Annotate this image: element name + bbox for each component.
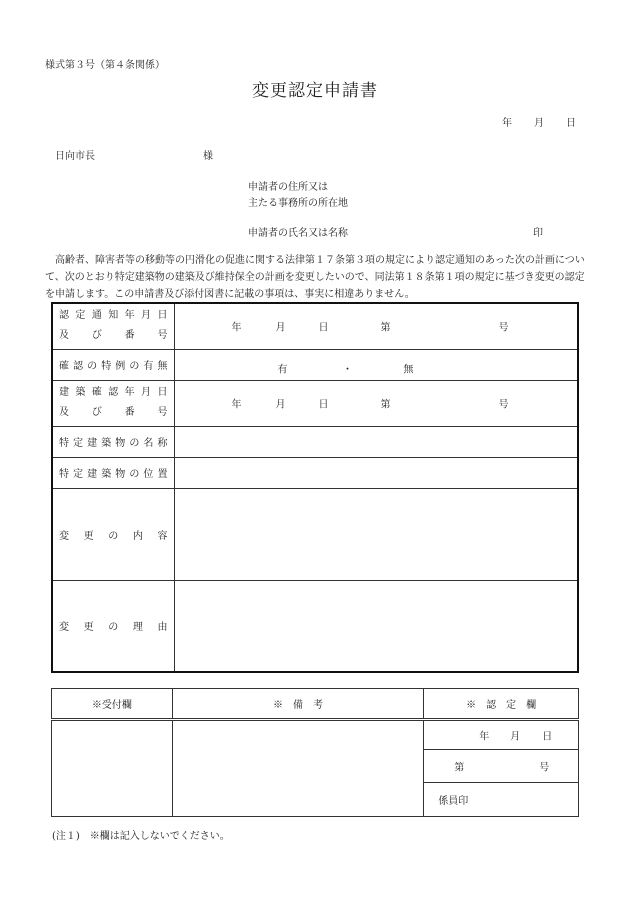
approval-dai-label: 第: [454, 762, 465, 774]
approval-year-label: 年: [479, 731, 490, 743]
char: 定: [73, 469, 84, 480]
char: 建: [87, 469, 98, 480]
approval-number-cell: [424, 750, 579, 783]
applicant-name-label: 申請者の氏名又は名称: [248, 228, 348, 239]
application-table: [51, 302, 579, 673]
option-separator: ・: [342, 364, 353, 376]
option-yes[interactable]: 有: [277, 364, 288, 376]
char: 称: [157, 438, 168, 449]
char: 定: [73, 438, 84, 449]
char: 認: [59, 310, 69, 322]
char: 日: [157, 387, 168, 398]
char: 無: [157, 361, 168, 372]
char: 及: [59, 330, 69, 342]
char: 物: [115, 438, 126, 449]
date-day-label: 日: [566, 118, 576, 129]
char: 理: [132, 622, 143, 634]
table-row-change-reason: [52, 580, 578, 672]
char: 有: [143, 361, 154, 372]
char: 認: [108, 387, 119, 398]
char: の: [129, 469, 140, 480]
approval-date-cell: [424, 720, 579, 750]
char: 建: [87, 438, 98, 449]
form-number: 様式第３号（第４条関係）: [45, 60, 165, 71]
reception-header: ※受付欄: [52, 689, 173, 720]
label-approval-notice-date-number: [52, 303, 174, 349]
char: の: [87, 361, 98, 372]
applicant-address-label-2: 主たる事務所の所在地: [248, 198, 348, 209]
label-special-exception: [52, 349, 174, 380]
char: 建: [59, 387, 69, 398]
char: 特: [59, 438, 69, 449]
char: 番: [124, 330, 135, 342]
office-body-row: [52, 720, 579, 750]
char: 築: [75, 387, 86, 398]
char: の: [129, 438, 140, 449]
date-month-label: 月: [534, 118, 544, 129]
char: 及: [59, 407, 69, 418]
label-change-reason: [52, 580, 174, 672]
approval-day-label: 日: [542, 731, 553, 743]
applicant-address-label-1: 申請者の住所又は: [248, 182, 328, 193]
char: 築: [101, 438, 112, 449]
building-location-field[interactable]: [174, 457, 578, 488]
label-change-content: [52, 488, 174, 580]
char: 通: [91, 310, 102, 322]
table-row-change-content: [52, 488, 578, 580]
char: 由: [157, 622, 168, 634]
label-line-a: [59, 306, 168, 326]
approval-notice-date-number-field[interactable]: [174, 303, 578, 349]
dai-label: 第: [380, 322, 391, 334]
char: 物: [115, 469, 126, 480]
char: 特: [59, 469, 69, 480]
approval-header: ※ 認 定 欄: [424, 689, 579, 720]
remarks-field: [172, 720, 424, 817]
page-title: 変更認定申請書: [252, 81, 378, 101]
char: 更: [83, 622, 94, 634]
char: 変: [59, 530, 69, 542]
char: の: [108, 530, 119, 542]
special-exception-selector[interactable]: [174, 349, 578, 380]
char: 特: [101, 361, 112, 372]
date-year-label: 年: [502, 118, 512, 129]
official-seal-label: 係員印: [438, 796, 469, 807]
dai-label: 第: [380, 399, 391, 411]
char: 月: [141, 310, 152, 322]
char: 番: [124, 407, 135, 418]
label-building-name: [52, 426, 174, 457]
addressee-name: 日向市長: [55, 151, 95, 162]
char: 更: [83, 530, 94, 542]
official-seal-cell: [424, 783, 579, 817]
char: 名: [143, 438, 154, 449]
table-row-building-confirmation: [52, 380, 578, 426]
char: の: [129, 361, 140, 372]
char: 号: [157, 330, 168, 342]
seal-mark: 印: [533, 228, 543, 239]
year-label: 年: [231, 399, 242, 411]
char: 号: [157, 407, 168, 418]
char: 容: [157, 530, 168, 542]
reception-field: [52, 720, 173, 817]
table-row-approval-notice: [52, 303, 578, 349]
table-row-building-location: [52, 457, 578, 488]
char: 月: [141, 387, 152, 398]
char: 置: [157, 469, 168, 480]
remarks-header: ※ 備 考: [172, 689, 424, 720]
label-line-b: [59, 326, 168, 346]
char: 年: [124, 310, 135, 322]
go-label: 号: [498, 322, 509, 334]
month-label: 月: [275, 399, 286, 411]
go-label: 号: [498, 399, 509, 411]
option-no[interactable]: 無: [403, 364, 414, 376]
label-building-confirmation-date-number: [52, 380, 174, 426]
char: の: [108, 622, 119, 634]
change-reason-field[interactable]: [174, 580, 578, 672]
char: 内: [132, 530, 143, 542]
table-row-building-name: [52, 426, 578, 457]
day-label: 日: [318, 399, 329, 411]
month-label: 月: [275, 322, 286, 334]
office-header-row: [52, 689, 579, 720]
char: 築: [101, 469, 112, 480]
building-confirmation-date-number-field[interactable]: [174, 380, 578, 426]
change-content-field[interactable]: [174, 488, 578, 580]
char: 年: [124, 387, 135, 398]
char: 認: [73, 361, 84, 372]
addressee-honorific: 様: [203, 151, 213, 162]
char: 日: [157, 310, 168, 322]
footnote: (注１) ※欄は記入しないでください。: [52, 831, 230, 842]
char: 知: [108, 310, 119, 322]
char: び: [91, 407, 102, 418]
char: び: [91, 330, 102, 342]
char: 確: [91, 387, 102, 398]
label-building-location: [52, 457, 174, 488]
approval-go-label: 号: [539, 762, 550, 774]
building-name-field[interactable]: [174, 426, 578, 457]
char: 変: [59, 622, 69, 634]
year-label: 年: [231, 322, 242, 334]
char: 確: [59, 361, 69, 372]
office-use-table: [51, 688, 579, 817]
char: 位: [143, 469, 154, 480]
table-row-special-exception: [52, 349, 578, 380]
day-label: 日: [318, 322, 329, 334]
char: 定: [75, 310, 86, 322]
application-statement: 高齢者、障害者等の移動等の円滑化の促進に関する法律第１７条第３項の規定により認定通知のあった次の計画について、次のとおり特定建築物の建築及び維持保全の計画を変更したいので、同法第１８条第１項の規定に基づき変更の認定を申請します。この申請書及び添付図書に記載の事項は、事実に相違ありません。: [45, 255, 585, 300]
approval-month-label: 月: [510, 731, 521, 743]
char: 例: [115, 361, 126, 372]
